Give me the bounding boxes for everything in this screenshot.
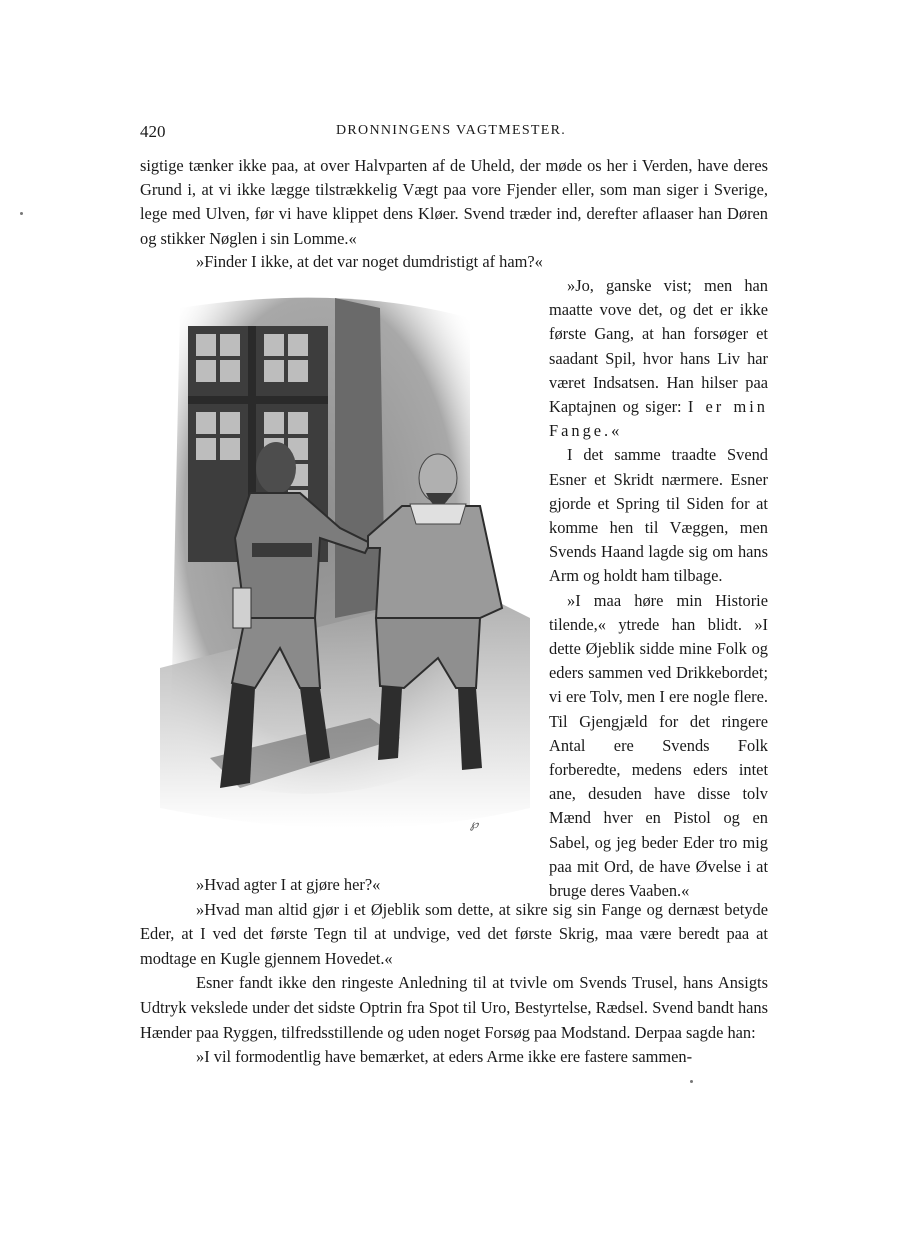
artist-monogram: ℘ (470, 817, 479, 831)
side-1-spaced: I er min Fange. (549, 397, 768, 441)
pillar (335, 298, 385, 618)
bottom-text (140, 873, 768, 1070)
page-number: 420 (140, 122, 166, 141)
paragraph-bottom-1: »Hvad agter I at gjøre her?« (196, 875, 381, 894)
paragraph-question: »Finder I ikke, at det var noget dumdristigt af ham?« (196, 252, 543, 271)
speck (690, 1080, 693, 1083)
paragraph-bottom-2: »Hvad man altid gjør i et Øjeblik som dette, at sikre sig sin Fange og dernæst betyde Eder, at I ved det første Tegn til at undvige, ved det første Skrig, maa være beredt paa at modtage en Kugle gjennem Hovedet.« (140, 899, 768, 968)
side-1-start: »Jo, ganske vist; men han maatte vove det, og det er ikke første Gang, at han forsøger et saadant Spil, hvor hans Liv har været Indsatsen. Han hilser paa Kaptajnen og siger: (549, 276, 768, 417)
engraving-illustration (140, 288, 538, 848)
page-header (140, 122, 768, 144)
paragraph-bottom-3: Esner fandt ikke den ringeste Anledning til at tvivle om Svends Trusel, hans Ansigts Udtryk vekslede under det sidste Optrin fra Spot til Uro, Bestyrtelse, Rædsel. Svend bandt hans Hænder paa Ryggen, tilfredsstillende og uden noget Forsøg paa Modstand. Derpaa sagde han: (140, 973, 768, 1042)
paragraph-intro: sigtige tænker ikke paa, at over Halvparten af de Uheld, der møde os her i Verden, have deres Grund i, at vi ikke lægge tilstrækkelig Vægt paa vore Fjender eller, som man siger i Sverige, lege med Ulven, før vi have klippet dens Kløer. Svend træder ind, derefter aflaaser han Døren og stikker Nøglen i sin Lomme.« (140, 156, 768, 248)
paragraph-side-1 (549, 274, 768, 443)
side-1-end: « (611, 421, 620, 441)
running-title: DRONNINGENS VAGTMESTER. (336, 123, 567, 138)
side-column (549, 274, 768, 903)
paragraph-side-2: I det samme traadte Svend Esner et Skridt nærmere. Esner gjorde et Spring til Siden for at komme hen til Væggen, men Svends Haand lagde sig om hans Arm og holdt ham tilbage. (549, 445, 768, 586)
paragraph-bottom-4: »I vil formodentlig have bemærket, at eders Arme ikke ere fastere sammen- (196, 1047, 693, 1067)
paragraph-side-3: »I maa høre min Historie tilende,« ytrede han blidt. »I dette Øjeblik sidde mine Folk og eders sammen ved Drikkebordet; vi ere Tolv, men I ere nogle flere. Til Gjengjæld for det ringere Antal ere Svends Folk forberedte, medens eders intet ane, desuden have disse tolv Mænd hver en Pistol og en Sabel, og jeg beder Eder tro mig paa mit Ord, de have Øvelse i at bruge deres Vaaben.« (549, 590, 768, 901)
speck (20, 212, 23, 215)
